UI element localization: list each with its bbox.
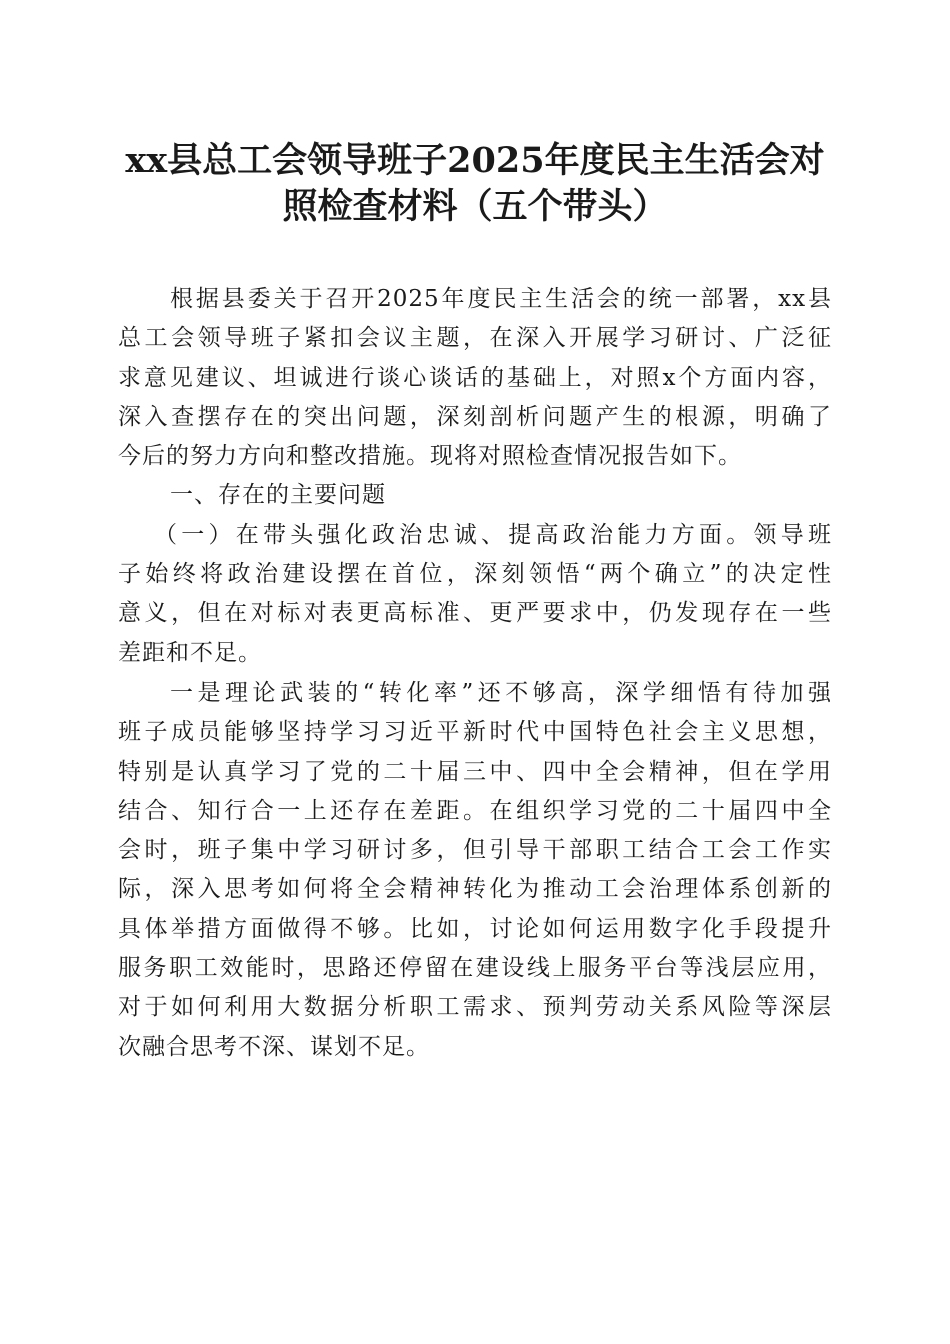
- text-line: 根据县委关于召开2025年度民主生活会的统一部署，xx县: [170, 286, 832, 312]
- text-line: 班子成员能够坚持学习习近平新时代中国特色社会主义思想，: [118, 719, 832, 746]
- subsection-paragraph: [118, 516, 832, 673]
- section-heading: 一、存在的主要问题: [170, 482, 386, 509]
- text-line: 对于如何利用大数据分析职工需求、预判劳动关系风险等深层: [118, 994, 832, 1021]
- text-line: 次融合思考不深、谋划不足。: [118, 1033, 430, 1060]
- text-line: 总工会领导班子紧扣会议主题，在深入开展学习研讨、广泛征: [118, 325, 832, 352]
- text-line: 特别是认真学习了党的二十届三中、四中全会精神，但在学用: [118, 758, 832, 785]
- intro-paragraph: [118, 280, 832, 476]
- text-line: 差距和不足。: [118, 639, 262, 666]
- text-line: 结合、知行合一上还存在差距。在组织学习党的二十届四中全: [118, 797, 832, 824]
- text-line: 今后的努力方向和整改措施。现将对照检查情况报告如下。: [118, 443, 742, 470]
- text-line: 一是理论武装的“转化率”还不够高，深学细悟有待加强: [170, 679, 832, 706]
- text-line: （一）在带头强化政治忠诚、提高政治能力方面。领导班: [154, 521, 832, 548]
- document-title: [118, 138, 832, 230]
- title-line-1: xx县总工会领导班子2025年度民主生活会对: [125, 140, 825, 181]
- text-line: 际，深入思考如何将全会精神转化为推动工会治理体系创新的: [118, 876, 832, 903]
- text-line: 意义，但在对标对表更高标准、更严要求中，仍发现存在一些: [118, 600, 832, 627]
- text-line: 深入查摆存在的突出问题，深刻剖析问题产生的根源，明确了: [118, 403, 832, 430]
- text-line: 子始终将政治建设摆在首位，深刻领悟“两个确立”的决定性: [118, 561, 832, 588]
- text-line: 具体举措方面做得不够。比如，讨论如何运用数字化手段提升: [118, 915, 832, 942]
- text-line: 服务职工效能时，思路还停留在建设线上服务平台等浅层应用，: [118, 955, 832, 982]
- document-body: [118, 280, 832, 1067]
- title-line-2: 照检查材料（五个带头）: [282, 186, 668, 227]
- point-paragraph: [118, 674, 832, 1067]
- text-line: 求意见建议、坦诚进行谈心谈话的基础上，对照x个方面内容，: [118, 364, 832, 391]
- text-line: 会时，班子集中学习研讨多，但引导干部职工结合工会工作实: [118, 837, 832, 864]
